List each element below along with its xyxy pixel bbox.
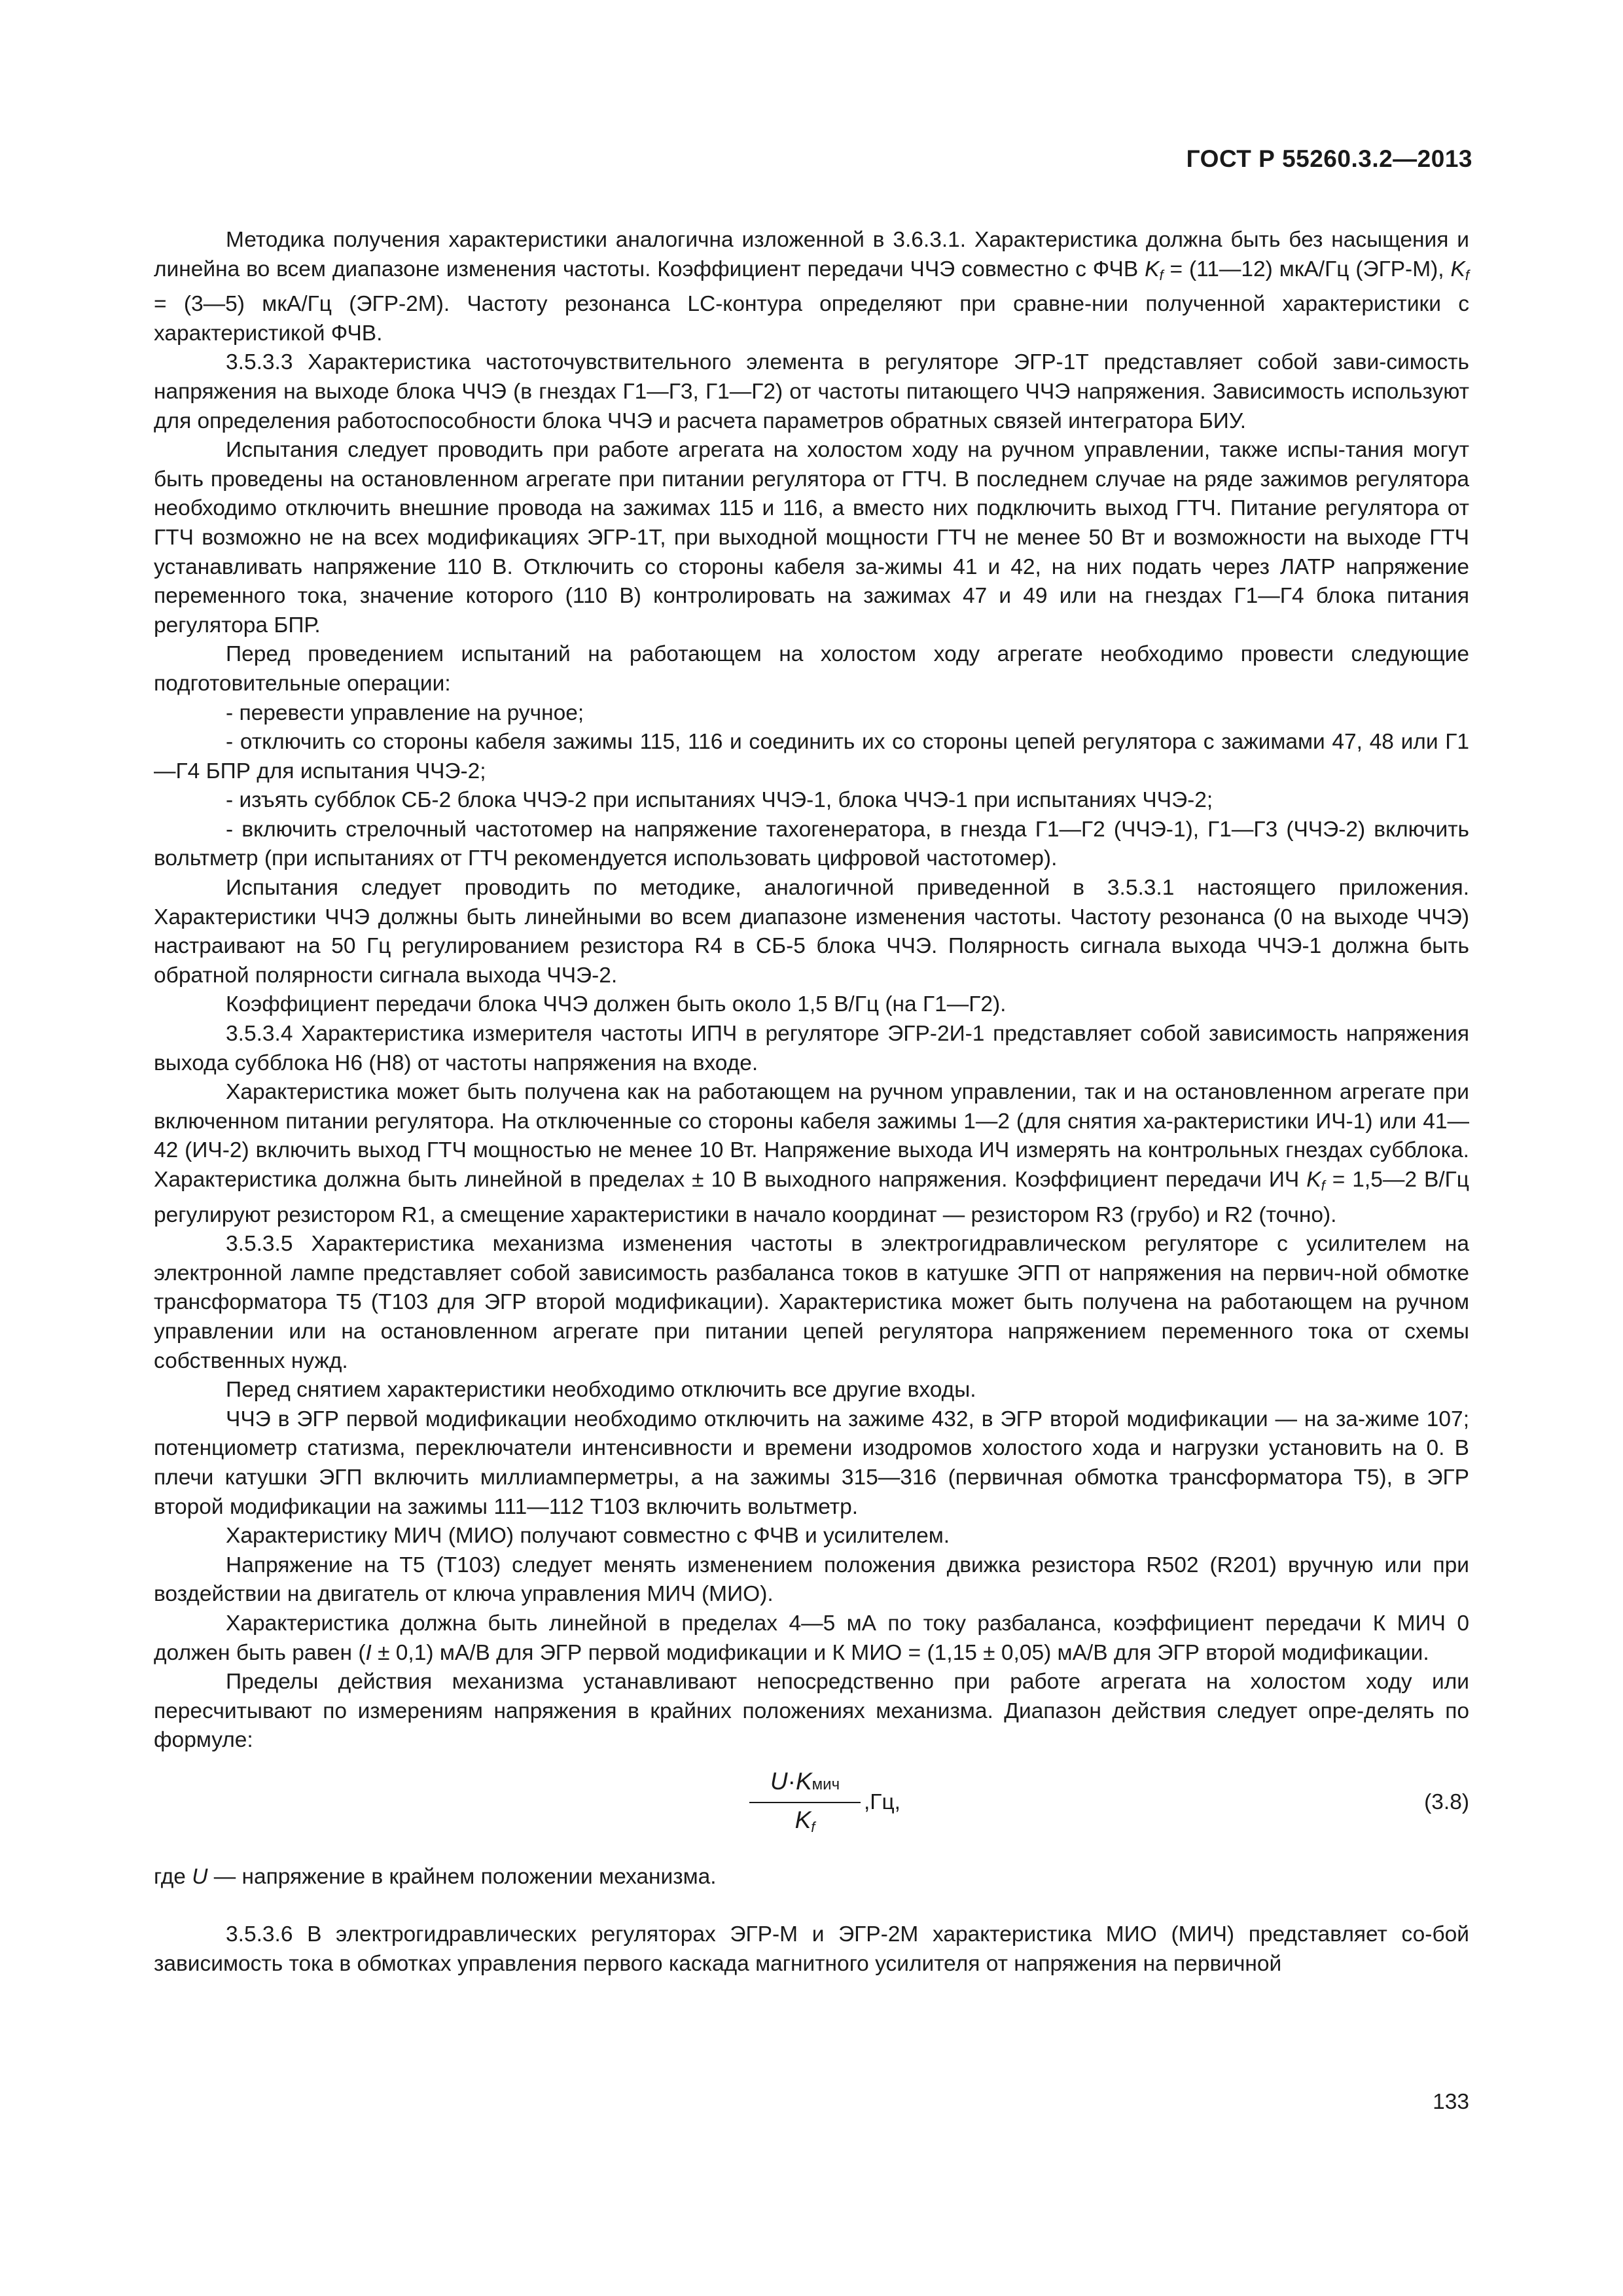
paragraph: 3.5.3.4 Характеристика измерителя частоты ИПЧ в регуляторе ЭГР-2И-1 представляет собой зависимость напряжения выхода субблока Н6 (Н8) от частоты напряжения на входе. (154, 1022, 1469, 1075)
coefficient-symbol: K (1450, 257, 1465, 281)
variable-symbol: K (795, 1767, 812, 1795)
formula-unit: ,Гц, (864, 1789, 901, 1814)
paragraph: Напряжение на Т5 (Т103) следует менять изменением положения движка резистора R502 (R201) вручную или при воздействии на двигатель от ключа управления МИЧ (МИО). (154, 1552, 1469, 1607)
paragraph: Испытания следует проводить по методике, аналогичной приведенной в 3.5.3.1 настоящего приложения. Характеристики ЧЧЭ должны быть линейными во всем диапазоне изменения частоты. Частоту резонанса (0 на выходе ЧЧЭ) настраивают на 50 Гц регулированием резистора R4 в СБ-5 блока ЧЧЭ. Полярность сигнала выхода ЧЧЭ-1 должна быть обратной полярности сигнала выхода ЧЧЭ-2. (154, 876, 1469, 988)
operator: · (787, 1767, 796, 1795)
text-span: ± 0,1) мА/В для ЭГР первой модификации и К МИО = (1,15 ± 0,05) мА/В для ЭГР второй модификации. (371, 1640, 1429, 1665)
subscript: f (1159, 266, 1164, 283)
subscript: f (1321, 1177, 1325, 1194)
paragraph (154, 226, 1469, 348)
paragraph: Испытания следует проводить при работе агрегата на холостом ходу на ручном управлении, также испы-тания могут быть проведены на остановленном агрегате при питании регулятора от ГТЧ. В последнем случае на ряде зажимов регулятора необходимо отключить внешние провода на зажимах 115 и 116, а вместо них подключить выход ГТЧ. Питание регулятора от ГТЧ возможно не на всех модификациях ЭГР-1Т, при выходной мощности ГТЧ не менее 50 Вт и возможности на выходе ГТЧ устанавливать напряжение 110 В. Отключить со стороны кабеля за-жимы 41 и 42, на них подать через ЛАТР напряжение переменного тока, значение которого (110 В) контролировать на зажимах 47 и 49 или на гнездах Г1—Г4 блока питания регулятора БПР. (154, 438, 1469, 637)
text-span: Методика получения характеристики аналогична изложенной в 3.6.3.1. Характеристика должна быть без насыщения и линейна во всем диапазоне изменения частоты. Коэффициент передачи ЧЧЭ совместно с ФЧВ (154, 228, 1469, 281)
variable-symbol: K (794, 1806, 812, 1834)
list-item: - изъять субблок СБ-2 блока ЧЧЭ-2 при испытаниях ЧЧЭ-1, блока ЧЧЭ-1 при испытаниях ЧЧЭ-2; (226, 788, 1213, 813)
text-span: = (3—5) мкА/Гц (ЭГР-2М). Частоту резонанса LC-контура определяют при сравне-нии полученной характеристики с характеристикой ФЧВ. (154, 292, 1469, 346)
text-span: Характеристика может быть получена как на работающем на ручном управлении, так и на остановленном агрегате при включенном питании регулятора. На отключенные со стороны кабеля зажимы 1—2 (для снятия ха-рактеристики ИЧ-1) или 41—42 (ИЧ-2) включить выход ГТЧ мощностью не менее 10 Вт. Напряжение выхода ИЧ измерять на контрольных гнездах субблока. Характеристика должна быть линейной в пределах ± 10 В выходного напряжения. Коэффициент передачи ИЧ (154, 1080, 1469, 1192)
paragraph: 3.5.3.5 Характеристика механизма изменения частоты в электрогидравлическом регуляторе с усилителем на электронной лампе представляет собой зависимость разбаланса токов в катушке ЭГП от напряжения на первич-ной обмотке трансформатора Т5 (Т103 для ЭГР второй модификации). Характеристика может быть получена на работающем на ручном управлении или на остановленном агрегате при питании цепей регулятора напряжением переменного тока от схемы собственных нужд. (154, 1232, 1469, 1373)
variable-symbol: U (192, 1864, 208, 1889)
text-span: = 1,5—2 В/Гц регулируют резистором R1, а смещение характеристики в начало координат — резистором R3 (грубо) и R2 (точно). (154, 1168, 1469, 1227)
page-number: 133 (1433, 2090, 1469, 2114)
subscript: мич (812, 1775, 840, 1793)
coefficient-symbol: K (1145, 257, 1160, 281)
formula-block (154, 1761, 1469, 1859)
paragraph: Перед снятием характеристики необходимо отключить все другие входы. (226, 1378, 976, 1403)
body-text (154, 226, 1469, 1979)
paragraph: Пределы действия механизма устанавливают непосредственно при работе агрегата на холостом ходу или пересчитывают по измерениям напряжения в крайних положениях механизма. Диапазон действия следует опре-делять по формуле: (154, 1670, 1469, 1753)
text-span: — напряжение в крайнем положении механизма. (207, 1864, 717, 1889)
paragraph: Перед проведением испытаний на работающем на холостом ходу агрегате необходимо провести следующие подготовительные операции: (154, 642, 1469, 696)
spacer (154, 1892, 1469, 1920)
fraction-denominator (749, 1803, 861, 1842)
paragraph: ЧЧЭ в ЭГР первой модификации необходимо отключить на зажиме 432, в ЭГР второй модификации — на за-жиме 107; потенциометр статизма, переключатели интенсивности и времени изодромов холостого хода и нагрузки установить на 0. В плечи катушки ЭГП включить миллиамперметры, а на зажимы 315—316 (первичная обмотка трансформатора Т5), в ЭГР второй модификации на зажимы 111—112 Т103 включить вольтметр. (154, 1407, 1469, 1519)
subscript: f (1465, 266, 1469, 283)
variable-symbol: U (770, 1767, 788, 1795)
paragraph (154, 1609, 1469, 1668)
formula-number: (3.8) (1424, 1789, 1469, 1814)
list-item: - включить стрелочный частотомер на напряжение тахогенератора, в гнезда Г1—Г2 (ЧЧЭ-1), Г1—Г3 (ЧЧЭ-2) включить вольтметр (при испытаниях от ГТЧ рекомендуется использовать цифровой частотомер). (154, 817, 1469, 871)
document-code-header: ГОСТ Р 55260.3.2—2013 (1186, 145, 1472, 172)
formula-fraction (749, 1767, 861, 1842)
paragraph: Коэффициент передачи блока ЧЧЭ должен быть около 1,5 В/Гц (на Г1—Г2). (226, 992, 1007, 1017)
paragraph: 3.5.3.6 В электрогидравлических регуляторах ЭГР-М и ЭГР-2М характеристика МИО (МИЧ) представляет со-бой зависимость тока в обмотках управления первого каскада магнитного усилителя от напряжения на первичной (154, 1922, 1469, 1977)
list-item: - перевести управление на ручное; (226, 700, 584, 725)
list-item: - отключить со стороны кабеля зажимы 115, 116 и соединить их со стороны цепей регулятора с зажимами 47, 48 или Г1—Г4 БПР для испытания ЧЧЭ-2; (154, 730, 1469, 783)
paragraph (154, 1078, 1469, 1230)
paragraph: Характеристику МИЧ (МИО) получают совместно с ФЧВ и усилителем. (226, 1524, 950, 1549)
text-span: Характеристика должна быть линейной в пределах 4—5 мА по току разбаланса, коэффициент передачи К МИЧ 0 должен быть равен ( (154, 1611, 1469, 1665)
fraction-numerator (749, 1767, 861, 1804)
text-span: = (11—12) мкА/Гц (ЭГР-М), (1163, 257, 1451, 281)
paragraph: 3.5.3.3 Характеристика частоточувствительного элемента в регуляторе ЭГР-1Т представляет собой зави-симость напряжения на выходе блока ЧЧЭ (в гнездах Г1—Г3, Г1—Г2) от частоты питающего ЧЧЭ напряжения. Зависимость используют для определения работоспособности блока ЧЧЭ и расчета параметров обратных связей интегратора БИУ. (154, 350, 1469, 433)
coefficient-symbol: K (1306, 1168, 1321, 1192)
paragraph (154, 1863, 1469, 1892)
text-span: где (154, 1864, 192, 1889)
subscript: f (811, 1819, 815, 1836)
variable-symbol: I (365, 1640, 372, 1665)
